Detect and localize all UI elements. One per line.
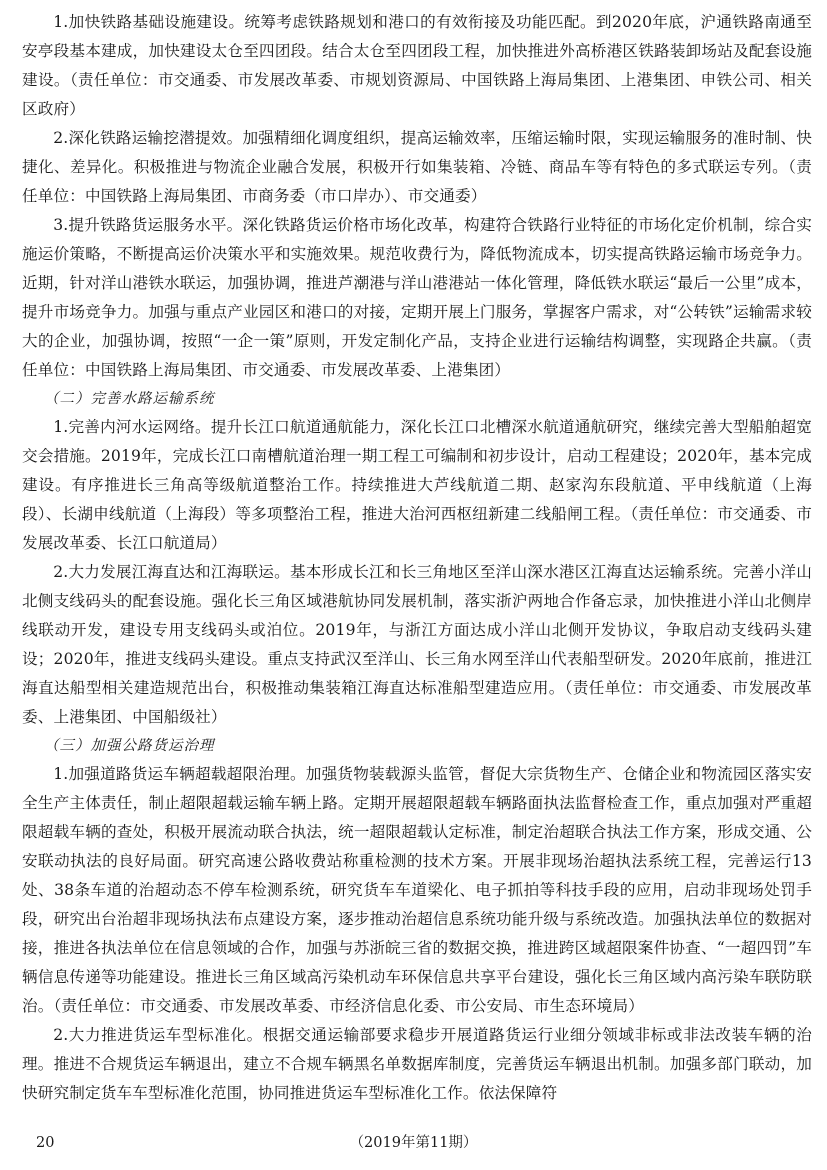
paragraph-vehicle-standardization: 2.大力推进货运车型标准化。根据交通运输部要求稳步开展道路货运行业细分领域非标或非法改装车辆的治理。推进不合规货运车辆退出，建立不合规车辆黑名单数据库制度，完善货运车辆退出机制。加强多部门联动，加快研究制定货车车型标准化范围，协同推进货运车型标准化工作。依法保障符 <box>22 1026 812 1102</box>
paragraph-rail-infrastructure: 1.加快铁路基础设施建设。统筹考虑铁路规划和港口的有效衔接及功能匹配。到2020年底，沪通铁路南通至安亭段基本建成，加快建设太仓至四团段。结合太仓至四团段工程，加快推进外高桥港区铁路装卸场站及配套设施建设。（责任单位：市交通委、市发展改革委、市规划资源局、中国铁路上海局集团、上港集团、申铁公司、相关区政府） <box>22 13 812 118</box>
paragraph-inland-waterway: 1.完善内河水运网络。提升长江口航道通航能力，深化长江口北槽深水航道通航研究，继续完善大型船舶超宽交会措施。2019年，完成长江口南槽航道治理一期工程工可编制和初步设计，启动工程建设；2020年，基本完成建设。有序推进长三角高等级航道整治工作。持续推进大芦线航道二期、赵家沟东段航道、平申线航道（上海段）、长湖申线航道（上海段）等多项整治工程，推进大治河西枢纽新建二线船闸工程。（责任单位：市交通委、市发展改革委、长江口航道局） <box>22 418 812 552</box>
section-heading-waterway: （二）完善水路运输系统 <box>44 391 215 407</box>
paragraph-overload-control: 1.加强道路货运车辆超载超限治理。加强货物装载源头监管，督促大宗货物生产、仓储企业和物流园区落实安全生产主体责任，制止超限超载运输车辆上路。定期开展超限超载车辆路面执法监督检查工作，重点加强对严重超限超载车辆的查处，积极开展流动联合执法，统一超限超载认定标准，制定治超联合执法工作方案，形成交通、公安联动执法的良好局面。研究高速公路收费站称重检测的技术方案。开展非现场治超执法系统工程，完善运行13处、38条车道的治超动态不停车检测系统，研究货车车道梁化、电子抓拍等科技手段的应用，启动非现场处罚手段，研究出台治超非现场执法布点建设方案，逐步推动治超信息系统功能升级与系统改造。加强执法单位的数据对接，推进各执法单位在信息领域的合作，加强与苏浙皖三省的数据交换，推进跨区域超限案件协查、“一超四罚”车辆信息传递等功能建设。推进长三角区域高污染机动车环保信息共享平台建设，强化长三角区域内高污染车联防联治。（责任单位：市交通委、市发展改革委、市经济信息化委、市公安局、市生态环境局） <box>22 765 812 1015</box>
paragraph-river-sea: 2.大力发展江海直达和江海联运。基本形成长江和长三角地区至洋山深水港区江海直达运输系统。完善小洋山北侧支线码头的配套设施。强化长三角区域港航协同发展机制，落实浙沪两地合作备忘录，加快推进小洋山北侧岸线联动开发，建设专用支线码头或泊位。2019年，与浙江方面达成小洋山北侧开发协议，争取启动支线码头建设；2020年，推进支线码头建设。重点支持武汉至洋山、长三角水网至洋山代表船型研发。2020年底前，推进江海直达船型相关建造规范出台，积极推动集装箱江海直达标准船型建造应用。（责任单位：市交通委、市发展改革委、上港集团、中国船级社） <box>22 563 812 726</box>
issue-label: （2019年第11期） <box>349 1135 478 1151</box>
body-text <box>22 8 812 1108</box>
page-footer <box>0 1131 827 1155</box>
page-number: 20 <box>36 1135 55 1151</box>
paragraph-rail-efficiency: 2.深化铁路运输挖潜提效。加强精细化调度组织，提高运输效率，压缩运输时限，实现运输服务的准时制、快捷化、差异化。积极推进与物流企业融合发展，积极开行如集装箱、冷链、商品车等有特色的多式联运专列。（责任单位：中国铁路上海局集团、市商务委（市口岸办）、市交通委） <box>22 129 812 205</box>
paragraph-rail-service: 3.提升铁路货运服务水平。深化铁路货运价格市场化改革，构建符合铁路行业特征的市场化定价机制，综合实施运价策略，不断提高运价决策水平和实施效果。规范收费行为，降低物流成本，切实提高铁路运输市场竞争力。近期，针对洋山港铁水联运，加强协调，推进芦潮港与洋山港港站一体化管理，降低铁水联运“最后一公里”成本，提升市场竞争力。加强与重点产业园区和港口的对接，定期开展上门服务，掌握客户需求，对“公转铁”运输需求较大的企业，加强协调，按照“一企一策”原则，开发定制化产品，支持企业进行运输结构调整，实现路企共赢。（责任单位：中国铁路上海局集团、市交通委、市发展改革委、上港集团） <box>22 216 812 379</box>
section-heading-highway: （三）加强公路货运治理 <box>44 738 215 754</box>
